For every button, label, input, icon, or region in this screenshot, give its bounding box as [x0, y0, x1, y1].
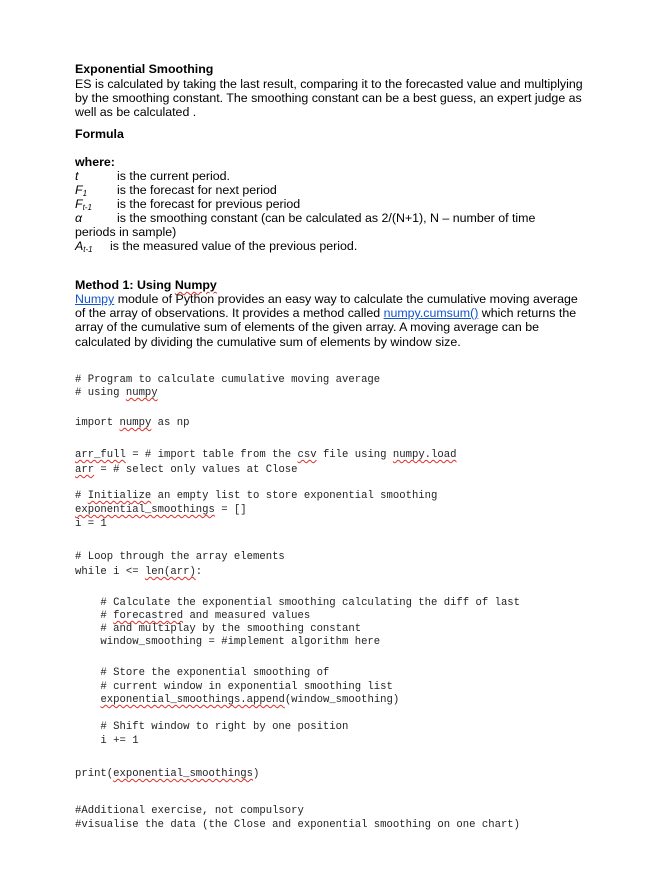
code-line-17: exponential_smoothings.append(window_smoothing)	[100, 694, 400, 706]
intro-paragraph: ES is calculated by taking the last result, comparing it to the forecasted value and multiplying by the smoothing constant. The smoothing constant can be a best guess, an expert judge as well as be calculated .	[75, 77, 583, 120]
method1-heading-numpy: Numpy	[174, 278, 217, 292]
code-line-1: # Program to calculate cumulative moving average	[75, 374, 381, 386]
definition-at-1: is the measured value of the previous period.	[110, 239, 358, 253]
numpy-link[interactable]: Numpy	[75, 292, 115, 306]
code-line-16: # current window in exponential smoothing list	[75, 681, 393, 693]
definition-alpha-continuation: periods in sample)	[75, 225, 177, 239]
code-line-10: while i <= len(arr):	[75, 566, 203, 578]
code-line-21: #Additional exercise, not compulsory	[75, 805, 304, 817]
code-line-3: import numpy as np	[75, 417, 190, 429]
formula-heading: Formula	[75, 127, 124, 141]
code-line-7: exponential_smoothings = []	[75, 504, 247, 516]
symbol-f1: $F_1$	[75, 183, 88, 198]
code-line-18: # Shift window to right by one position	[75, 721, 349, 733]
code-line-5: arr = # select only values at Close	[75, 464, 298, 476]
code-line-13: # and multiplay by the smoothing constant	[75, 623, 362, 635]
definition-alpha: is the smoothing constant (can be calculated as 2/(N+1), N – number of time	[117, 211, 536, 225]
code-line-22: #visualise the data (the Close and exponential smoothing on one chart)	[75, 819, 521, 831]
definition-row-alpha	[0, 211, 662, 225]
symbol-ft-1: $F_{t-1}$	[75, 197, 92, 212]
symbol-at-1: $A_{t-1}$	[75, 239, 93, 254]
code-line-4: arr_full = # import table from the csv file using numpy.load	[75, 449, 457, 461]
numpy-cumsum-link[interactable]: numpy.cumsum()	[383, 306, 479, 321]
definition-row-at-1	[0, 239, 662, 253]
code-line-2: # using numpy	[75, 387, 158, 399]
definition-row-t	[0, 169, 662, 183]
where-heading: where:	[75, 155, 115, 169]
symbol-t: t	[75, 169, 79, 183]
symbol-alpha: α	[75, 211, 83, 225]
definition-row-ft-1	[0, 197, 662, 211]
code-line-9: # Loop through the array elements	[75, 551, 285, 563]
section-title: Exponential Smoothing	[75, 62, 214, 76]
code-line-12: # forecastred and measured values	[75, 610, 311, 622]
method1-heading: Method 1: Using Numpy	[75, 278, 217, 292]
definition-row-f1	[0, 183, 662, 197]
code-line-8: i = 1	[75, 518, 107, 530]
definition-f1: is the forecast for next period	[117, 183, 277, 197]
method1-paragraph: Numpy module of Python provides an easy way to calculate the cumulative moving average of the array of observations. It provides a method called numpy.cumsum() which returns the array of the cumulative sum of elements of the given array. A moving average can be calculated by dividing the cumulative sum of elements by window size.	[75, 292, 578, 349]
code-line-19: i += 1	[75, 735, 139, 747]
code-line-15: # Store the exponential smoothing of	[75, 667, 330, 679]
code-line-14: window_smoothing = #implement algorithm here	[75, 636, 381, 648]
code-line-6: # Initialize an empty list to store exponential smoothing	[75, 490, 438, 502]
code-line-11: # Calculate the exponential smoothing calculating the diff of last	[75, 597, 521, 609]
definition-t: is the current period.	[117, 169, 230, 183]
definition-ft-1: is the forecast for previous period	[117, 197, 301, 211]
code-line-20: print(exponential_smoothings)	[75, 768, 260, 780]
